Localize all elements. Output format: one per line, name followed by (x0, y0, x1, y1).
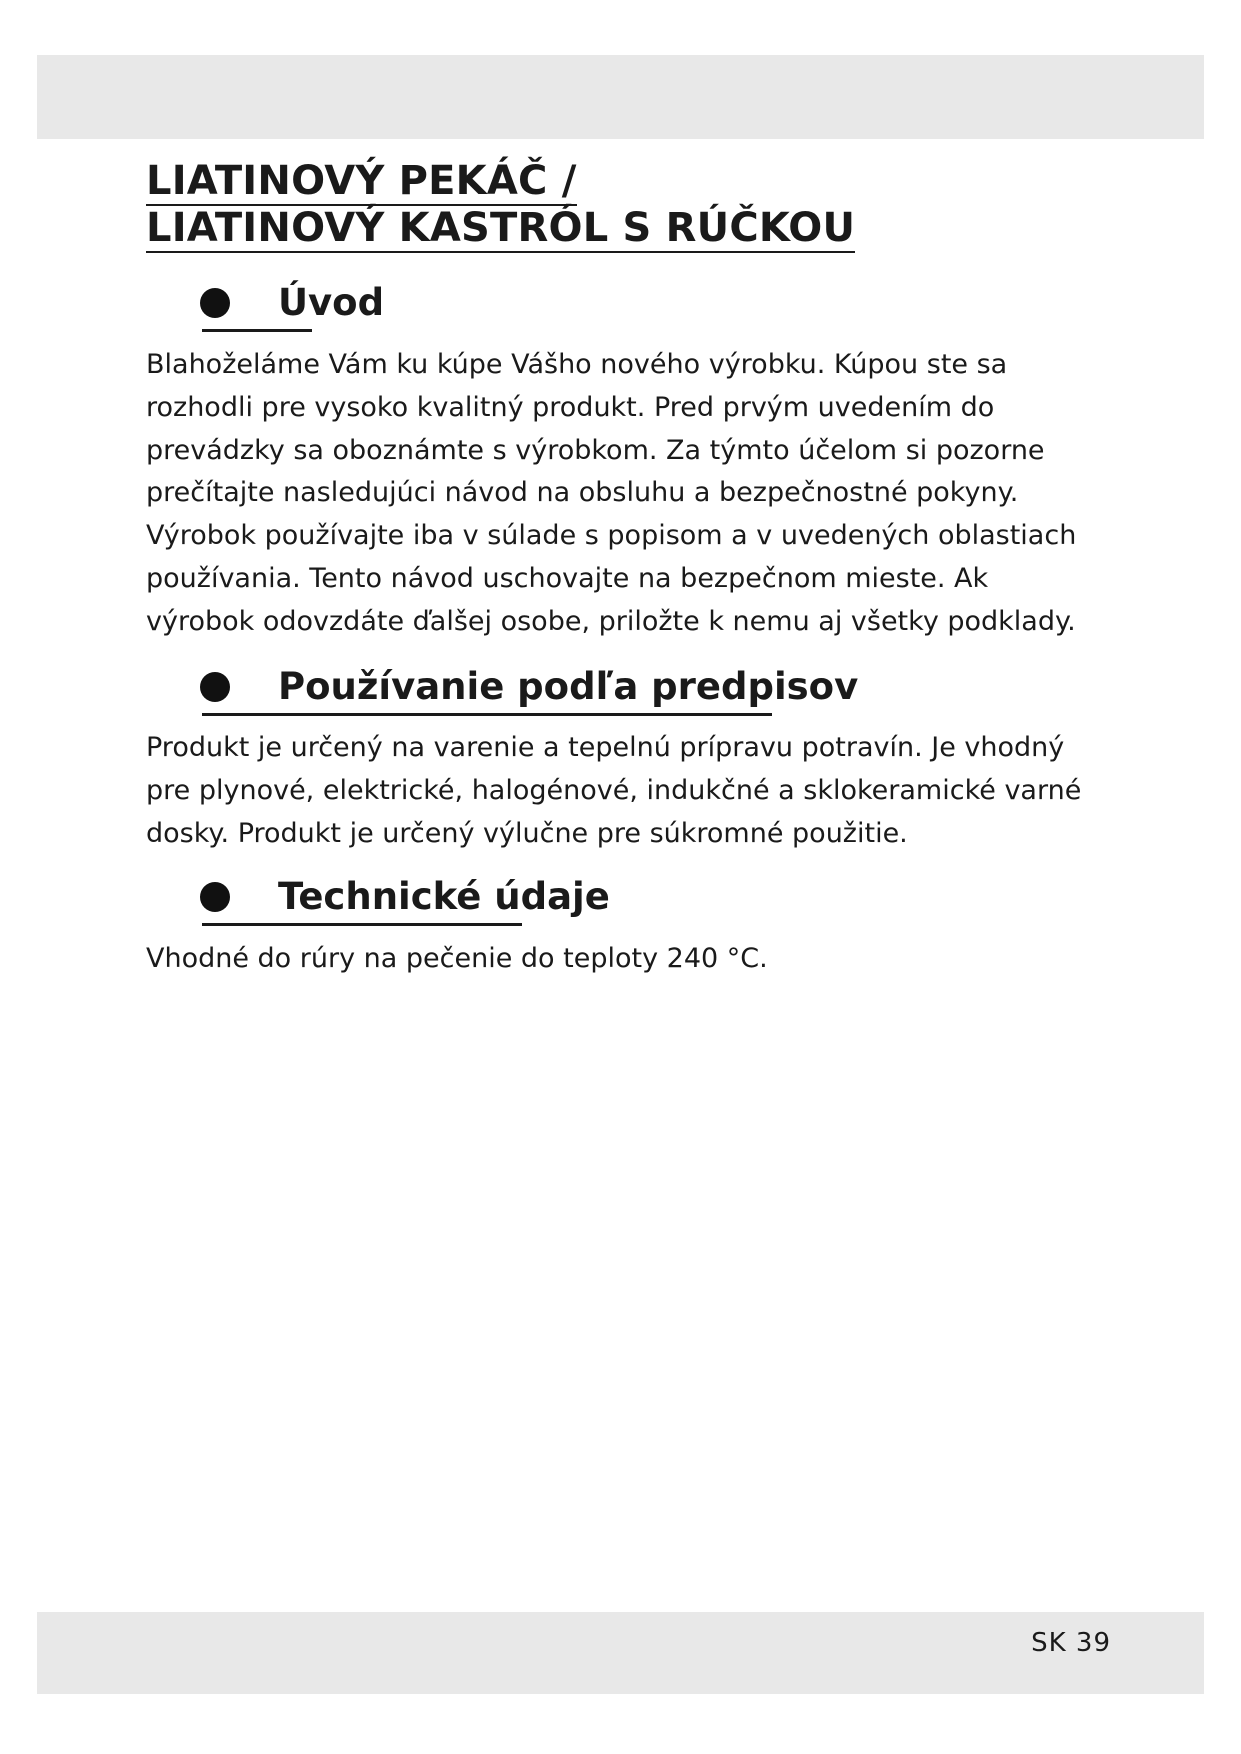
paragraph-line: Produkt je určený na varenie a tepelnú prípravu potravín. Je vhodný (146, 732, 1065, 763)
paragraph-line: Výrobok používajte iba v súlade s popisom a v uvedených oblastiach (146, 520, 1077, 552)
section-paragraph-uvod (146, 344, 1146, 644)
page-number: SK 39 (1031, 1628, 1111, 1658)
bullet-icon (200, 288, 230, 318)
section-paragraph-pouzivanie (146, 727, 1146, 855)
section-heading-technicke-udaje (200, 876, 610, 919)
paragraph-line: pre plynové, elektrické, halogénové, indukčné a sklokeramické varné (146, 774, 1082, 806)
title-line-2: LIATINOVÝ KASTRÓL S RÚČKOU (146, 207, 855, 253)
section-heading-uvod (200, 282, 384, 325)
paragraph-line: Vhodné do rúry na pečenie do teploty 240 °C. (146, 943, 768, 974)
heading-underline (202, 923, 522, 926)
bullet-icon (200, 882, 230, 912)
heading-underline (202, 713, 772, 716)
paragraph-line: výrobok odovzdáte ďalšej osobe, priložte k nemu aj všetky podklady. (146, 605, 1076, 637)
section-heading-pouzivanie (200, 666, 858, 709)
bullet-icon (200, 672, 230, 702)
paragraph-line: dosky. Produkt je určený výlučne pre súkromné použitie. (146, 817, 908, 849)
document-title (146, 160, 855, 253)
section-heading-text: Používanie podľa predpisov (278, 665, 859, 708)
section-paragraph-technicke-udaje (146, 938, 1146, 981)
paragraph-line: používania. Tento návod uschovajte na bezpečnom mieste. Ak (146, 562, 989, 594)
header-band (37, 55, 1204, 139)
section-heading-text: Technické údaje (278, 875, 610, 918)
footer-band (37, 1612, 1204, 1694)
paragraph-line: prevádzky sa oboznámte s výrobkom. Za týmto účelom si pozorne (146, 434, 1045, 466)
paragraph-line: rozhodli pre vysoko kvalitný produkt. Pred prvým uvedením do (146, 391, 995, 423)
title-line-1: LIATINOVÝ PEKÁČ / (146, 160, 577, 206)
heading-underline (202, 329, 312, 332)
paragraph-line: Blahoželáme Vám ku kúpe Vášho nového výrobku. Kúpou ste sa (146, 349, 1008, 380)
paragraph-line: prečítajte nasledujúci návod na obsluhu a bezpečnostné pokyny. (146, 477, 1019, 509)
section-heading-text: Úvod (278, 281, 385, 324)
